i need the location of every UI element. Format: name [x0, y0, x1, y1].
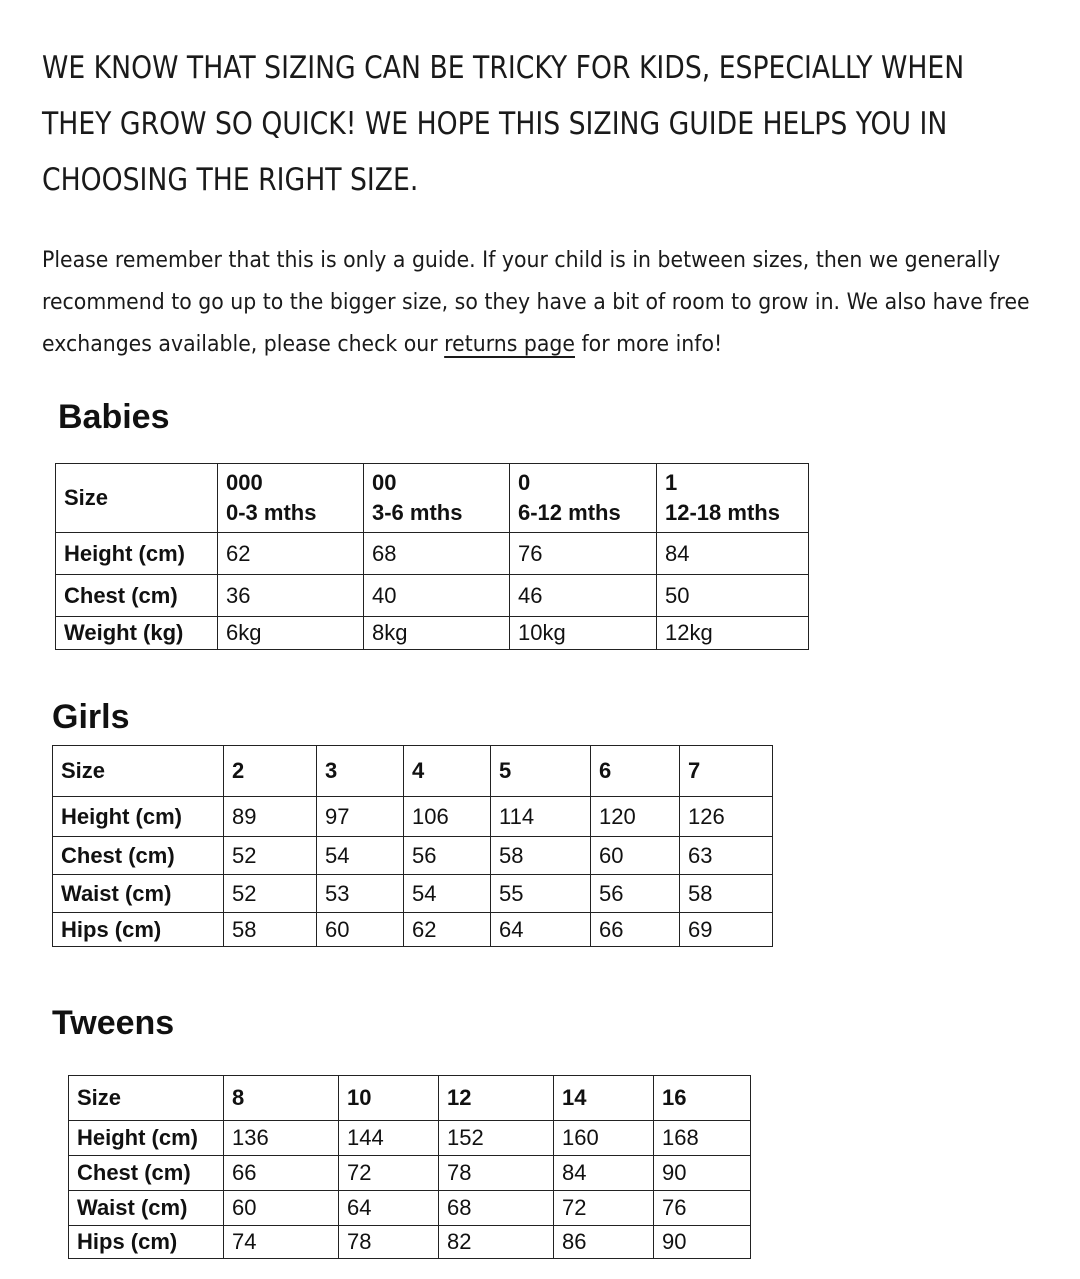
table-cell: 53	[317, 875, 404, 913]
table-cell: 74	[224, 1226, 339, 1259]
table-cell: 36	[218, 575, 364, 617]
girls-size-table	[52, 745, 773, 947]
table-cell: 69	[680, 913, 773, 947]
table-cell: 8kg	[364, 617, 510, 650]
table-cell: 10kg	[510, 617, 657, 650]
size-label-cell: Size	[56, 464, 218, 533]
size-label-cell: Size	[53, 746, 224, 797]
table-cell: 62	[218, 533, 364, 575]
table-cell: 90	[654, 1156, 751, 1191]
size-cell: 5	[491, 746, 591, 797]
table-row	[69, 1121, 751, 1156]
size-label-cell: Size	[69, 1076, 224, 1121]
table-row	[53, 837, 773, 875]
table-cell: 52	[224, 837, 317, 875]
table-row	[53, 797, 773, 837]
size-cell: 2	[224, 746, 317, 797]
table-row	[69, 1226, 751, 1259]
table-cell: 114	[491, 797, 591, 837]
table-cell: 54	[317, 837, 404, 875]
table-cell: 50	[657, 575, 809, 617]
table-cell: 90	[654, 1226, 751, 1259]
table-cell: 72	[339, 1156, 439, 1191]
table-cell: 76	[654, 1191, 751, 1226]
table-cell: 106	[404, 797, 491, 837]
table-cell: 84	[657, 533, 809, 575]
table-cell: 55	[491, 875, 591, 913]
table-cell: 60	[317, 913, 404, 947]
girls-title: Girls	[52, 698, 130, 736]
table-cell: 168	[654, 1121, 751, 1156]
table-row	[56, 575, 809, 617]
size-cell: 3	[317, 746, 404, 797]
table-cell: 68	[364, 533, 510, 575]
table-cell: 84	[554, 1156, 654, 1191]
row-label: Waist (cm)	[69, 1191, 224, 1226]
table-cell: 6kg	[218, 617, 364, 650]
table-cell: 56	[591, 875, 680, 913]
table-cell: 12kg	[657, 617, 809, 650]
table-cell: 52	[224, 875, 317, 913]
size-cell: 000 0-3 mths	[218, 464, 364, 533]
size-cell: 8	[224, 1076, 339, 1121]
table-cell: 40	[364, 575, 510, 617]
size-cell: 14	[554, 1076, 654, 1121]
table-cell: 58	[491, 837, 591, 875]
size-cell: 16	[654, 1076, 751, 1121]
row-label: Height (cm)	[69, 1121, 224, 1156]
table-cell: 86	[554, 1226, 654, 1259]
table-cell: 64	[339, 1191, 439, 1226]
tweens-title: Tweens	[52, 1004, 175, 1042]
tweens-size-table	[68, 1075, 751, 1259]
size-cell: 10	[339, 1076, 439, 1121]
size-cell: 00 3-6 mths	[364, 464, 510, 533]
returns-page-link[interactable]: returns page	[444, 332, 575, 357]
table-cell: 54	[404, 875, 491, 913]
row-label: Chest (cm)	[69, 1156, 224, 1191]
table-cell: 58	[224, 913, 317, 947]
row-label: Chest (cm)	[56, 575, 218, 617]
table-row	[53, 746, 773, 797]
size-cell: 1 12-18 mths	[657, 464, 809, 533]
row-label: Height (cm)	[56, 533, 218, 575]
table-cell: 76	[510, 533, 657, 575]
table-cell: 89	[224, 797, 317, 837]
table-cell: 56	[404, 837, 491, 875]
table-cell: 72	[554, 1191, 654, 1226]
table-cell: 66	[224, 1156, 339, 1191]
table-cell: 68	[439, 1191, 554, 1226]
size-cell: 7	[680, 746, 773, 797]
row-label: Chest (cm)	[53, 837, 224, 875]
size-cell: 6	[591, 746, 680, 797]
intro-text-end: for more info!	[574, 332, 723, 357]
table-cell: 60	[591, 837, 680, 875]
table-cell: 64	[491, 913, 591, 947]
row-label: Weight (kg)	[56, 617, 218, 650]
table-cell: 60	[224, 1191, 339, 1226]
babies-size-table	[55, 463, 809, 650]
table-cell: 78	[339, 1226, 439, 1259]
table-cell: 78	[439, 1156, 554, 1191]
table-cell: 66	[591, 913, 680, 947]
intro-text: Please remember that this is only a guide. If your child is in between sizes, then we generally recommend to go up to the bigger size, so they have a bit of room to grow in. We also have free exchanges available, please check our	[42, 248, 1030, 357]
row-label: Hips (cm)	[69, 1226, 224, 1259]
table-row	[56, 533, 809, 575]
table-cell: 160	[554, 1121, 654, 1156]
table-row	[69, 1156, 751, 1191]
row-label: Waist (cm)	[53, 875, 224, 913]
table-cell: 82	[439, 1226, 554, 1259]
table-cell: 46	[510, 575, 657, 617]
table-cell: 97	[317, 797, 404, 837]
table-row	[56, 617, 809, 650]
table-cell: 62	[404, 913, 491, 947]
table-cell: 144	[339, 1121, 439, 1156]
row-label: Hips (cm)	[53, 913, 224, 947]
row-label: Height (cm)	[53, 797, 224, 837]
table-row	[53, 875, 773, 913]
headline: WE KNOW THAT SIZING CAN BE TRICKY FOR KIDS, ESPECIALLY WHEN THEY GROW SO QUICK! WE HOPE THIS SIZING GUIDE HELPS YOU IN CHOOSING THE RIGHT SIZE.	[42, 50, 965, 198]
size-cell: 4	[404, 746, 491, 797]
intro-paragraph	[42, 240, 1065, 366]
table-row	[69, 1076, 751, 1121]
table-row	[69, 1191, 751, 1226]
table-row	[56, 464, 809, 533]
size-cell: 0 6-12 mths	[510, 464, 657, 533]
table-cell: 58	[680, 875, 773, 913]
size-cell: 12	[439, 1076, 554, 1121]
table-cell: 120	[591, 797, 680, 837]
table-row	[53, 913, 773, 947]
table-cell: 63	[680, 837, 773, 875]
babies-title: Babies	[58, 398, 170, 436]
table-cell: 126	[680, 797, 773, 837]
table-cell: 136	[224, 1121, 339, 1156]
table-cell: 152	[439, 1121, 554, 1156]
